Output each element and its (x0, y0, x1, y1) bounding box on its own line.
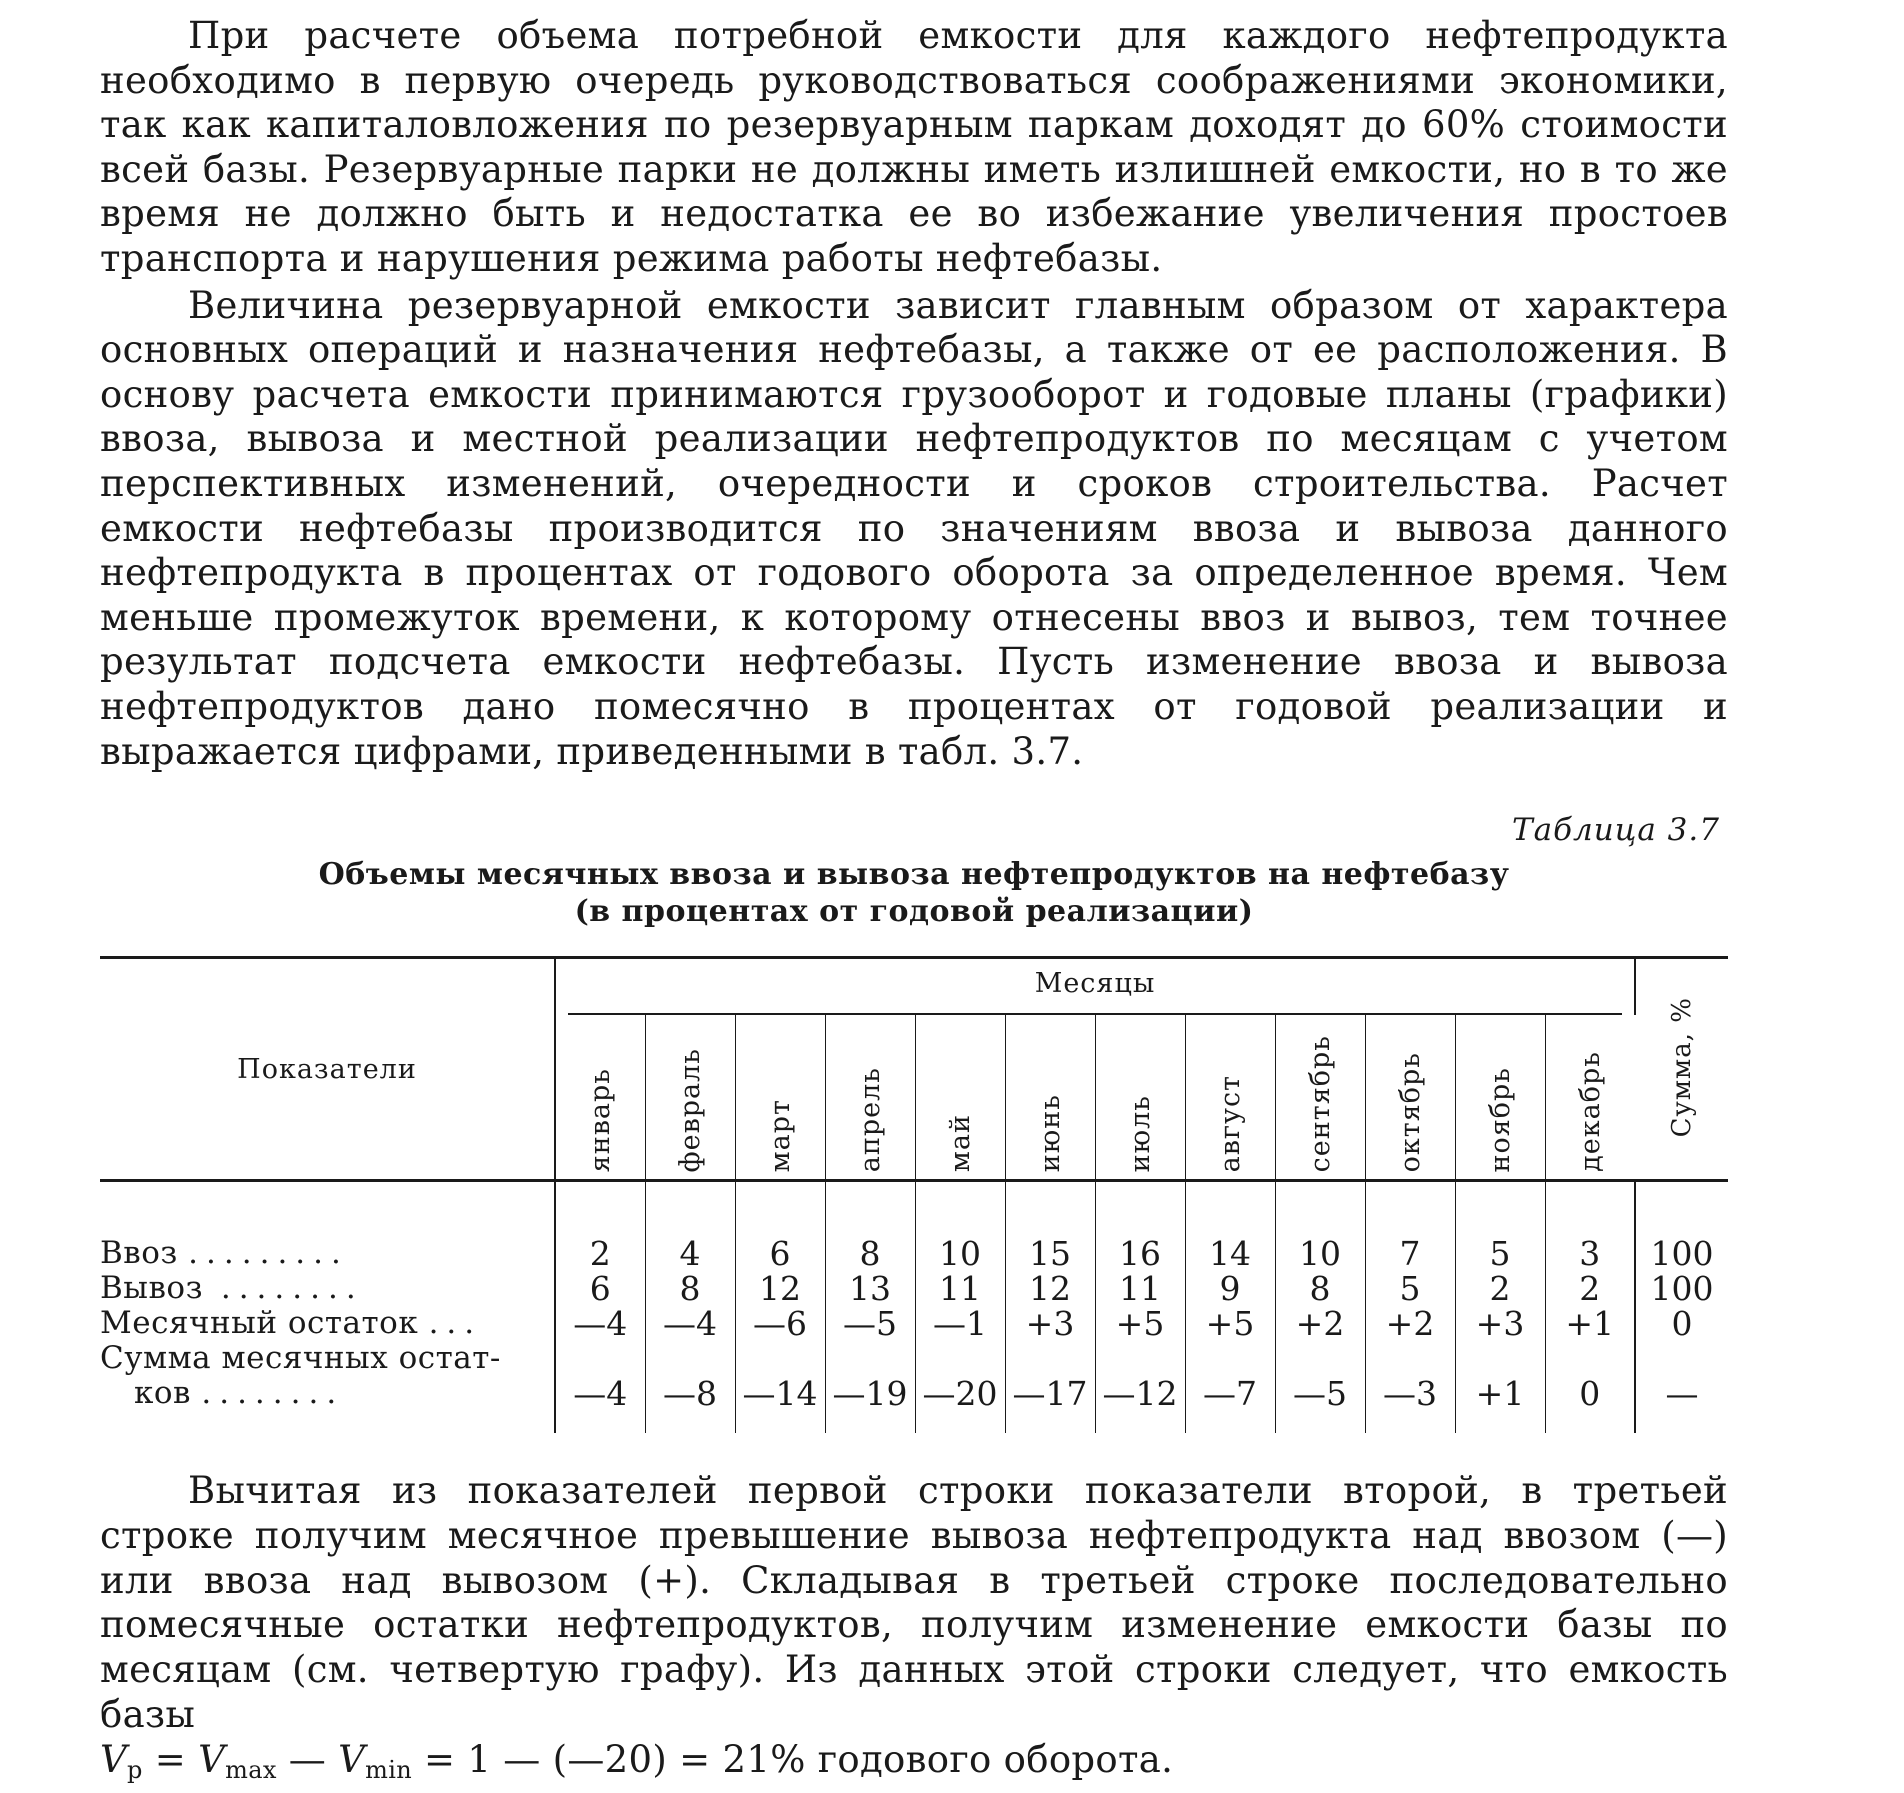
sum-header (1635, 958, 1728, 1181)
paragraph-3-text: Вычитая из показателей первой строки показатели второй, в третьей строке получим месячное превышение вывоза нефтепродукта над ввозом (—) или ввоза над вывозом (+). Складывая в третьей строке последовательно помесячные остатки нефтепродуктов, получим изменение емкости базы по месяцам (см. четвертую графу). Из данных этой строки следует, что емкость базы (100, 1469, 1728, 1737)
tail-cell (915, 1411, 1005, 1433)
page (100, 14, 1728, 1793)
table-cell: —4 (555, 1376, 645, 1411)
month-header (1545, 1015, 1635, 1181)
month-label: август (1214, 1074, 1246, 1173)
header-row-1 (100, 958, 1728, 1016)
leader-dots: ........ (202, 1270, 364, 1307)
sum-cell: 0 (1635, 1306, 1728, 1341)
tail-cell (825, 1411, 915, 1433)
empty-cell (1635, 1341, 1728, 1376)
month-header (1455, 1015, 1545, 1181)
month-label: декабрь (1574, 1051, 1606, 1173)
month-label: июль (1124, 1094, 1156, 1173)
table-cell: —3 (1365, 1376, 1455, 1411)
table-cell: —4 (645, 1306, 735, 1341)
tail-cell (555, 1411, 645, 1433)
row-label: Сумма месячных остат- (100, 1340, 501, 1377)
table-title-line-1: Объемы месячных ввоза и вывоза нефтепродуктов на нефтебазу (318, 857, 1510, 893)
table-cell: —7 (1185, 1376, 1275, 1411)
month-header (645, 1015, 735, 1181)
paragraph-1: При расчете объема потребной емкости для каждого нефтепродукта необходимо в первую очередь руководствоваться соображениями экономики, так как капиталовложения по резервуарным паркам доходят до 60% стоимости всей базы. Резервуарные парки не должны иметь излишней емкости, но в то же время не должно быть и недостатка ее во избежание увеличения простоев транспорта и нарушения режима работы нефтебазы. (100, 14, 1728, 280)
month-header (915, 1015, 1005, 1181)
table-cell: 12 (1005, 1271, 1095, 1306)
table-cell: 7 (1365, 1236, 1455, 1271)
table-title (100, 856, 1728, 930)
table-cell: 10 (1275, 1236, 1365, 1271)
table-cell: 5 (1455, 1236, 1545, 1271)
month-label: февраль (674, 1047, 706, 1173)
month-label: январь (584, 1067, 616, 1173)
month-header (1185, 1015, 1275, 1181)
table-cell: 9 (1185, 1271, 1275, 1306)
table-row-import (100, 1236, 1728, 1271)
row-label (100, 1306, 555, 1341)
sum-cell: 100 (1635, 1236, 1728, 1271)
months-header (555, 958, 1635, 1016)
row-label (100, 1376, 555, 1411)
spacer-cell (1455, 1181, 1545, 1237)
table-row-cumulative (100, 1376, 1728, 1411)
row-label-text: Ввоз (100, 1235, 178, 1272)
empty-cell (1095, 1341, 1185, 1376)
table-cell: 8 (1275, 1271, 1365, 1306)
table-cell: 0 (1545, 1376, 1635, 1411)
month-header (1005, 1015, 1095, 1181)
spacer-cell (645, 1181, 735, 1237)
table-cell: 5 (1365, 1271, 1455, 1306)
empty-cell (735, 1341, 825, 1376)
row-label-text: Месячный остаток (100, 1305, 419, 1342)
table-cell: +3 (1005, 1306, 1095, 1341)
table-cell: 11 (915, 1271, 1005, 1306)
formula (100, 1737, 1174, 1784)
leader-dots: ......... (188, 1235, 349, 1272)
month-header (1365, 1015, 1455, 1181)
month-label: май (944, 1113, 976, 1173)
month-label: сентябрь (1304, 1034, 1336, 1173)
month-label: октябрь (1394, 1051, 1426, 1173)
tail-cell (735, 1411, 825, 1433)
table-cell: —20 (915, 1376, 1005, 1411)
spacer-cell (555, 1181, 645, 1237)
paragraph-2: Величина резервуарной емкости зависит главным образом от характера основных операций и назначения нефтебазы, а также от ее расположения. В основу расчета емкости принимаются грузооборот и годовые планы (графики) ввоза, вывоза и местной реализации нефтепродуктов по месяцам с учетом перспективных изменений, очередности и сроков строительства. Расчет емкости нефтебазы производится по значениям ввоза и вывоза данного нефтепродукта в процентах от годового оборота за определенное время. Чем меньше промежуток времени, к которому отнесены ввоз и вывоз, тем точнее результат подсчета емкости нефтебазы. Пусть изменение ввоза и вывоза нефтепродуктов дано помесячно в процентах от годовой реализации и выражается цифрами, приведенными в табл. 3.7. (100, 283, 1728, 773)
table-cell: 2 (555, 1236, 645, 1271)
tail-cell (1095, 1411, 1185, 1433)
data-table (100, 956, 1728, 1433)
table-cell: 8 (645, 1271, 735, 1306)
table-cell: —17 (1005, 1376, 1095, 1411)
table-cell: +1 (1455, 1376, 1545, 1411)
month-label: апрель (854, 1066, 886, 1173)
sum-cell: 100 (1635, 1271, 1728, 1306)
month-label: ноябрь (1484, 1066, 1516, 1173)
tail-cell (1365, 1411, 1455, 1433)
formula-v: V (198, 1737, 226, 1781)
table-cell: 15 (1005, 1236, 1095, 1271)
empty-cell (1455, 1341, 1545, 1376)
table-cell: 13 (825, 1271, 915, 1306)
month-header (1095, 1015, 1185, 1181)
leader-dots: ........ (201, 1375, 345, 1412)
table-cell: —19 (825, 1376, 915, 1411)
empty-cell (555, 1341, 645, 1376)
empty-cell (1365, 1341, 1455, 1376)
tail-cell (1635, 1411, 1728, 1433)
spacer-cell (1635, 1181, 1728, 1237)
table-cell: 6 (735, 1236, 825, 1271)
spacer-cell (1275, 1181, 1365, 1237)
table-cell: —5 (1275, 1376, 1365, 1411)
spacer-cell (915, 1181, 1005, 1237)
tail-cell (645, 1411, 735, 1433)
tail-cell (1545, 1411, 1635, 1433)
table-wrapper (100, 956, 1728, 1433)
tail-cell (1185, 1411, 1275, 1433)
month-header (555, 1015, 645, 1181)
leader-dots: ... (428, 1305, 483, 1342)
empty-cell (1275, 1341, 1365, 1376)
table-row-export (100, 1271, 1728, 1306)
spacer-cell (735, 1181, 825, 1237)
table-cell: 16 (1095, 1236, 1185, 1271)
table-cell: —6 (735, 1306, 825, 1341)
month-label: март (764, 1098, 796, 1173)
formula-minus: — (276, 1737, 339, 1781)
row-label (100, 1271, 555, 1306)
spacer-cell (1095, 1181, 1185, 1237)
formula-eq: = (142, 1737, 199, 1781)
months-header-label: Месяцы (568, 959, 1622, 1015)
table-cell: 11 (1095, 1271, 1185, 1306)
table-cell: 14 (1185, 1236, 1275, 1271)
month-label: июнь (1034, 1093, 1066, 1173)
table-row-cumulative-label (100, 1341, 1728, 1376)
spacer-cell (1005, 1181, 1095, 1237)
table-cell: —14 (735, 1376, 825, 1411)
table-cell: —5 (825, 1306, 915, 1341)
month-header (825, 1015, 915, 1181)
table-cell: —12 (1095, 1376, 1185, 1411)
table-cell: 2 (1455, 1271, 1545, 1306)
formula-sub-max: max (225, 1755, 277, 1784)
table-cell: —8 (645, 1376, 735, 1411)
row-label-text: Вывоз (100, 1270, 203, 1307)
table-cell: 3 (1545, 1236, 1635, 1271)
formula-v: V (100, 1737, 128, 1781)
table-cell: +2 (1365, 1306, 1455, 1341)
tail-cell (1455, 1411, 1545, 1433)
table-row-monthly-balance (100, 1306, 1728, 1341)
row-label-text: ков (134, 1375, 191, 1412)
formula-sub-p: р (127, 1755, 143, 1784)
table-label: Таблица 3.7 (1511, 812, 1720, 849)
table-cell: +2 (1275, 1306, 1365, 1341)
table-cell: 12 (735, 1271, 825, 1306)
table-cell: 4 (645, 1236, 735, 1271)
formula-v: V (338, 1737, 366, 1781)
tail-cell (1005, 1411, 1095, 1433)
row-label (100, 1236, 555, 1271)
month-header (735, 1015, 825, 1181)
indicator-header: Показатели (100, 958, 555, 1181)
table-cell: +5 (1095, 1306, 1185, 1341)
table-cell: —4 (555, 1306, 645, 1341)
empty-cell (1185, 1341, 1275, 1376)
table-cell: +1 (1545, 1306, 1635, 1341)
empty-cell (645, 1341, 735, 1376)
table-cell: —1 (915, 1306, 1005, 1341)
table-cell: 6 (555, 1271, 645, 1306)
spacer-cell (1365, 1181, 1455, 1237)
table-cell: 2 (1545, 1271, 1635, 1306)
table-cell: 10 (915, 1236, 1005, 1271)
spacer-cell (100, 1181, 555, 1237)
table-cell: +3 (1455, 1306, 1545, 1341)
spacer-cell (1185, 1181, 1275, 1237)
empty-cell (915, 1341, 1005, 1376)
table-title-line-2: (в процентах от годовой реализации) (574, 894, 1254, 930)
paragraph-after-wrapper (100, 1469, 1728, 1793)
table-cell: 8 (825, 1236, 915, 1271)
empty-cell (825, 1341, 915, 1376)
paragraph-3 (100, 1469, 1728, 1793)
table-cell: +5 (1185, 1306, 1275, 1341)
spacer-row (100, 1181, 1728, 1237)
empty-cell (1005, 1341, 1095, 1376)
spacer-cell (1545, 1181, 1635, 1237)
formula-sub-min: min (365, 1755, 412, 1784)
spacer-cell (825, 1181, 915, 1237)
month-header (1275, 1015, 1365, 1181)
tail-row (100, 1411, 1728, 1433)
tail-cell (100, 1411, 555, 1433)
tail-cell (1275, 1411, 1365, 1433)
empty-cell (1545, 1341, 1635, 1376)
formula-rest: = 1 — (—20) = 21% годового оборота. (411, 1737, 1174, 1781)
sum-header-label: Сумма, % (1667, 997, 1698, 1138)
sum-cell: — (1635, 1376, 1728, 1411)
